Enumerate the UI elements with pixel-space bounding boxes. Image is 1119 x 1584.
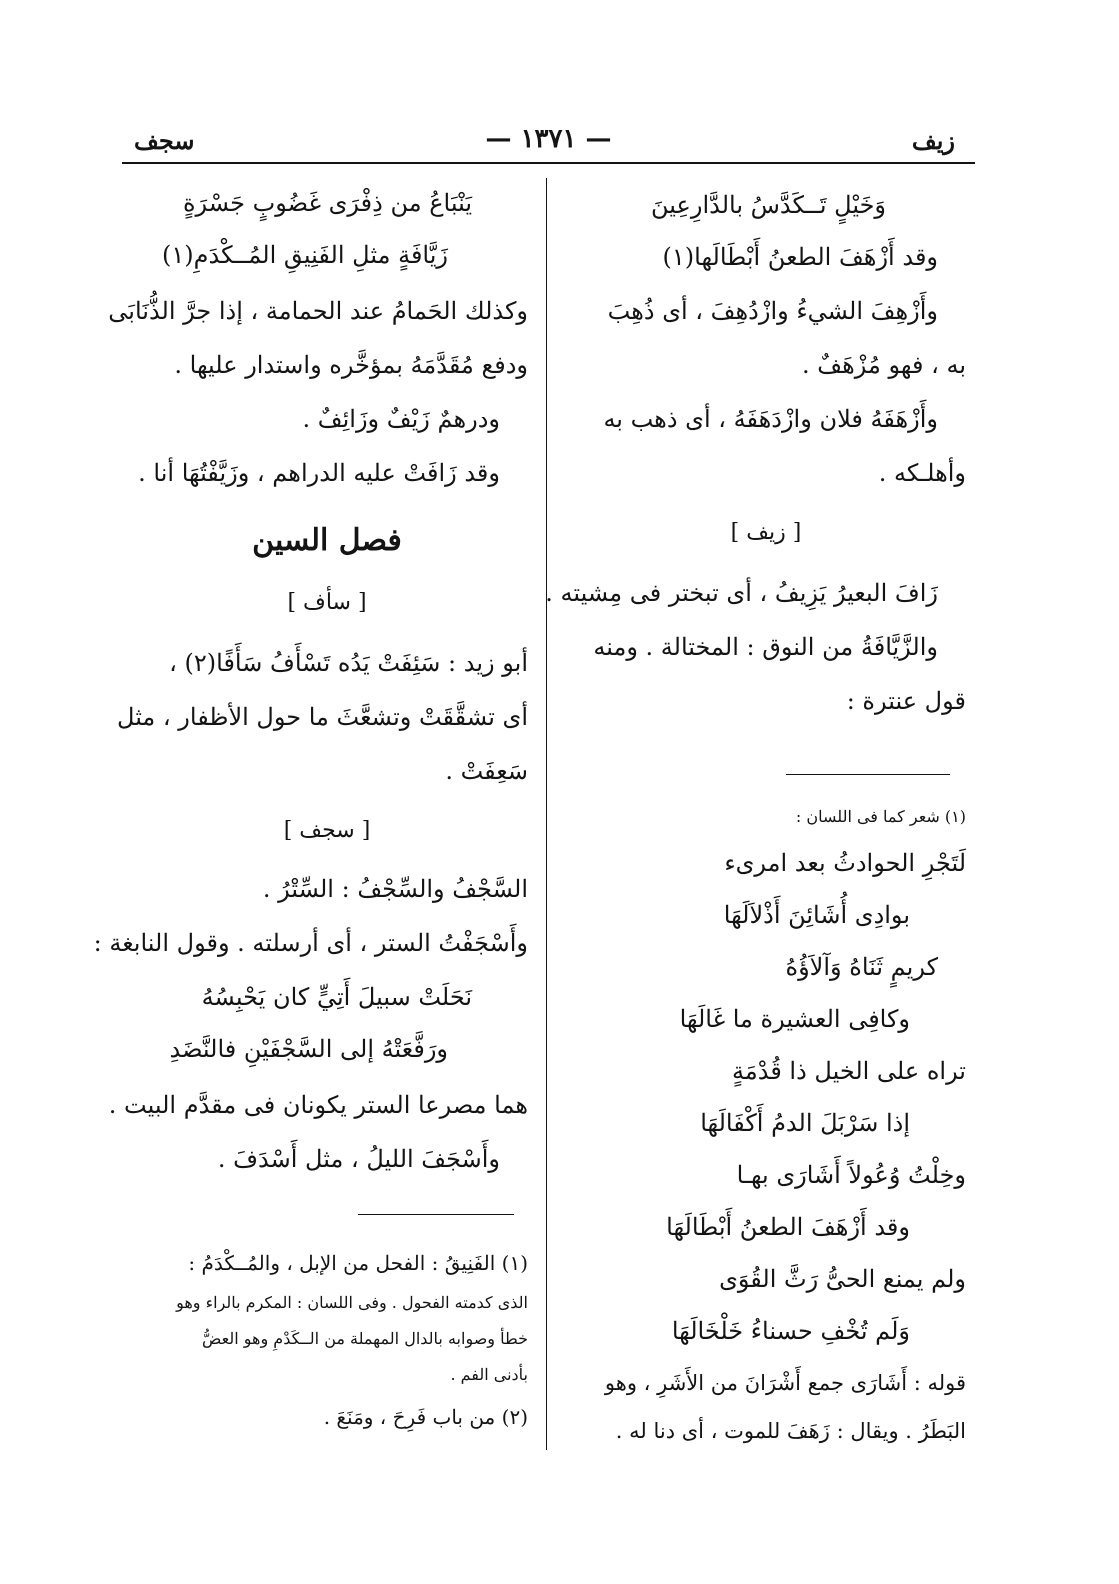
text-line: ودرهمٌ زَيْفٌ وزَائِفٌ . — [302, 405, 500, 433]
footnote-rule — [786, 774, 950, 775]
section-title: فصل السين — [252, 523, 402, 558]
page-header — [122, 122, 975, 160]
footnote-line: (١) شعر كما فى اللسان : — [795, 807, 966, 826]
footnote-verse: ولم يمنع الحىُّ رَثَّ القُوَى — [719, 1265, 966, 1293]
footnote-line: الذى كدمته الفحول . وفى اللسان : المكرم بالراء وهو — [176, 1293, 528, 1312]
footnote-verse: تراه على الخيل ذا قُدْمَةٍ — [732, 1057, 966, 1085]
footnote-rule — [358, 1214, 514, 1215]
header-right-word: زيف — [911, 126, 955, 155]
verse-line: نَحَلَتْ سبيلَ أَتِيٍّ كان يَحْبِسُهُ — [201, 983, 472, 1011]
verse-line: ورَفَّعَتْهُ إلى السَّجْفَيْنِ فالنَّضَدِ — [169, 1035, 448, 1063]
text-line: وأَزْهِفَ الشيءُ وازْدُهِفَ ، أى ذُهِبَ — [607, 297, 938, 325]
entry-heading: [ سجف ] — [283, 818, 371, 843]
verse-line: وَخَيْلٍ تَــكَدَّسُ بالدَّارِعِينَ — [651, 191, 886, 219]
footnote-line: قوله : أَشَارَى جمع أَشْرَانَ من الأَشَرِ ، وهو — [604, 1371, 966, 1395]
footnote-verse: بوادِى أُشَائِنَ أَذْلاَلَهَا — [723, 901, 910, 929]
text-line: ودفع مُقَدَّمَهُ بمؤخَّره واستدار عليها . — [174, 351, 528, 379]
entry-heading: [ سأف ] — [287, 590, 367, 615]
header-left-word: سجف — [134, 126, 195, 155]
verse-line: وقد أَزْهَفَ الطعنُ أَبْطَالَها(١) — [662, 243, 938, 271]
header-rule — [122, 162, 975, 164]
footnote-verse: إذا سَرْبَلَ الدمُ أَكْفَالَهَا — [700, 1109, 910, 1137]
text-line: وأَسْجَفَ الليلُ ، مثل أَسْدَفَ . — [217, 1145, 500, 1173]
footnote-verse: كريمٍ ثَنَاهُ وَآلاَؤُهُ — [785, 953, 938, 981]
text-line: أى تشقَّقَتْ وتشعَّثَ ما حول الأظفار ، مثل — [117, 703, 528, 731]
verse-line: يَنْبَاعُ من ذِفْرَى غَضُوبٍ جَسْرَةٍ — [182, 189, 472, 217]
text-line: قول عنترة : — [846, 687, 966, 715]
entry-heading: [ زيف ] — [730, 520, 802, 545]
footnote-line: (١) الفَنِيقُ : الفحل من الإبل ، والمُــكْدَمُ : — [188, 1251, 528, 1275]
footnote-line: (٢) من باب فَرِحَ ، ومَنَعَ . — [323, 1405, 528, 1429]
footnote-line: البَطَرُ . ويقال : زَهَفَ للموت ، أى دنا له . — [615, 1419, 966, 1443]
text-line: زَافَ البعيرُ يَزِيفُ ، أى تبختر فى مِشيته . — [545, 579, 938, 607]
text-line: وقد زَافَتْ عليه الدراهم ، وزَيَّفْتُهَا أنا . — [138, 459, 500, 487]
column-divider — [546, 178, 547, 1450]
page-number: — ١٣٧١ — — [485, 124, 612, 154]
text-line: السَّجْفُ والسِّجْفُ : السِّتْرُ . — [262, 875, 528, 903]
text-line: وأهلـكه . — [878, 459, 966, 487]
text-line: وأَزْهَفَهُ فلان وازْدَهَفَهُ ، أى ذهب به — [603, 405, 938, 433]
text-line: سَعِفَتْ . — [445, 757, 528, 785]
footnote-verse: وَلَم تُخْفِ حسناءُ خَلْخَالَهَا — [671, 1317, 910, 1345]
text-line: به ، فهو مُزْهَفٌ . — [802, 351, 966, 379]
text-line: والزَّيَّافَةُ من النوق : المختالة . ومنه — [593, 633, 938, 661]
text-line: أبو زيد : سَئِفَتْ يَدُه تَسْأَفُ سَأَفًا(٢) ، — [169, 649, 528, 677]
footnote-verse: وكافِى العشيرة ما غَالَهَا — [679, 1005, 910, 1033]
text-line: هما مصرعا الستر يكونان فى مقدَّم البيت . — [108, 1091, 528, 1119]
footnote-line: خطأ وصوابه بالدال المهملة من الــكَدْمِ وهو العضُّ — [202, 1329, 528, 1348]
footnote-line: بأدنى الفم . — [450, 1365, 528, 1384]
text-line: وكذلك الحَمامُ عند الحمامة ، إذا جرَّ الذُّنَابَى — [108, 297, 528, 325]
verse-line: زَيَّافَةٍ مثلِ الفَنِيقِ المُــكْدَمِ(١) — [162, 241, 448, 269]
footnote-verse: وقد أَزْهَفَ الطعنُ أَبْطَالَهَا — [666, 1213, 910, 1241]
footnote-verse: لَتَجْرِ الحوادثُ بعد امرىء — [724, 849, 966, 877]
footnote-verse: وخِلْتُ وُعُولاً أَشَارَى بهـا — [736, 1161, 966, 1189]
text-line: وأَسْجَفْتُ الستر ، أى أرسلته . وقول النابغة : — [93, 929, 528, 957]
